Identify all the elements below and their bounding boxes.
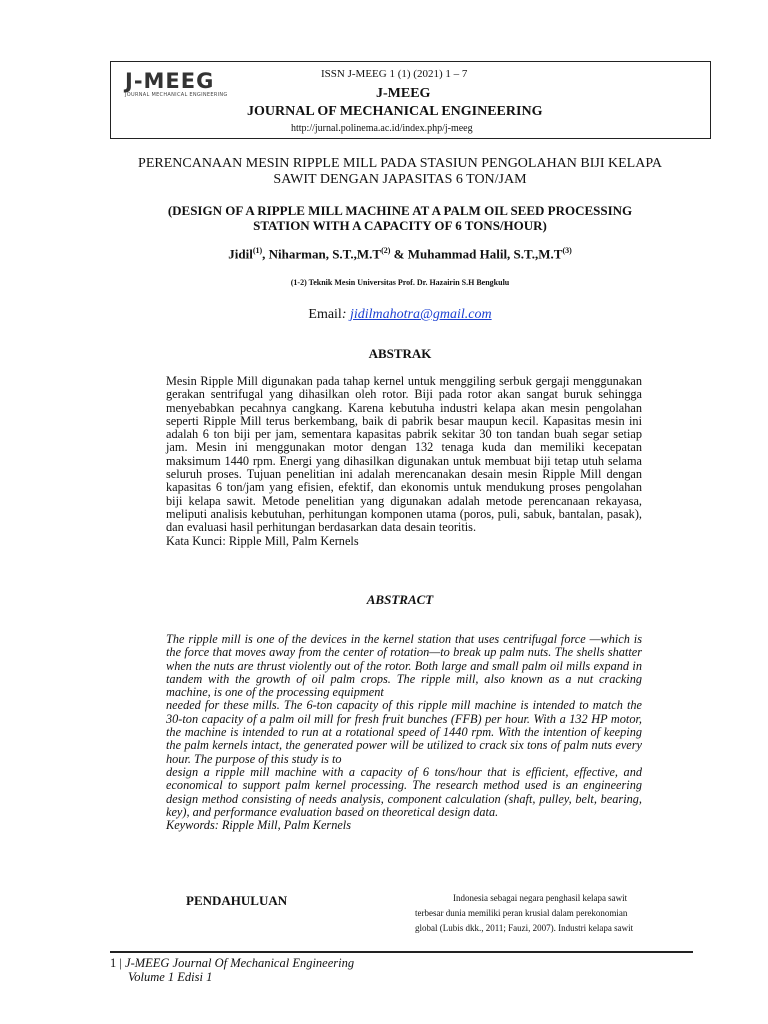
title-en-line-2: STATION WITH A CAPACITY OF 6 TONS/HOUR) [253, 218, 547, 233]
logo-subtext: JOURNAL MECHANICAL ENGINEERING [125, 92, 228, 98]
kata-kunci: Kata Kunci: Ripple Mill, Palm Kernels [166, 533, 359, 548]
journal-header-box [110, 61, 711, 139]
journal-short-title: J-MEEG [376, 86, 431, 101]
author-3: & Muhammad Halil, S.T.,M.T [390, 246, 563, 262]
page-footer [110, 956, 354, 984]
title-en-line-1: (DESIGN OF A RIPPLE MILL MACHINE AT A PALM OIL SEED PROCESSING [167, 203, 633, 218]
affiliation: (1-2) Teknik Mesin Universitas Prof. Dr. Hazairin S.H Bengkulu [290, 278, 510, 287]
intro-line-3: global (Lubis dkk., 2011; Fauzi, 2007). Industri kelapa sawit [415, 923, 634, 933]
introduction-text [415, 891, 695, 936]
logo-text: J-MEEG [125, 69, 215, 93]
paper-title-indonesian [90, 156, 710, 188]
title-id-line-2: SAWIT DENGAN JAPASITAS 6 TON/JAM [273, 172, 527, 187]
footer-page-number: 1 | [110, 956, 126, 970]
journal-logo [125, 70, 233, 96]
abstract-paragraph-1: The ripple mill is one of the devices in the kernel station that uses centrifugal force —which is the force that moves away from the center of rotation—to break up palm nuts. The shells shatter when the nuts are thrust violently out of the rotor. Both large and small palm oil mills expand in tandem with the growth of oil palm crops. The ripple mill, also known as a nut cracking machine, is one of the processing equipment [166, 632, 642, 700]
author-3-affil: (3) [562, 246, 572, 255]
abstract-section [166, 633, 642, 832]
journal-url[interactable]: http://jurnal.polinema.ac.id/index.php/j-meeg [291, 123, 473, 134]
issn-line: ISSN J-MEEG 1 (1) (2021) 1 – 7 [321, 68, 468, 80]
email-line [90, 307, 710, 323]
abstrak-text: Mesin Ripple Mill digunakan pada tahap kernel untuk menggiling serbuk gergaji menggunakan gerakan sentrifugal yang dihasilkan oleh rotor. Biji pada rotor akan sangat buruk sehingga menyebabkan pecahnya cangkang. Karena kebutuha industri kelapa akan mesin pengolahan seperti Ripple Mill terus berkembang, baik di pabrik besar maupun kecil. Kapasitas mesin ini adalah 6 ton biji per jam, sementara kapasitas pabrik sekitar 30 ton tandan buah segar setiap jam. Mesin ini menggunakan motor dengan 132 tenaga kuda dan memiliki kecepatan maksimum 1440 rpm. Energi yang dihasilkan digunakan untuk membuat biji tetap utuh selama seluruh proses. Tujuan penelitian ini adalah merencanakan desain mesin Ripple Mill dengan kapasitas 6 ton/jam yang efisien, efektif, dan ekonomis untuk mendukung proses pengolahan biji kelapa sawit. Metode penelitian yang digunakan adalah metode perencanaan rekayasa, meliputi analisis kebutuhan, perhitungan komponen utama (poros, puli, sabuk, bantalan, pasak), dan evaluasi hasil perhitungan berdasarkan data desain teoritis. [166, 374, 642, 535]
email-label: Email [308, 307, 342, 322]
email-link[interactable]: jidilmahotra@gmail.com [350, 307, 492, 322]
author-2: , Niharman, S.T.,M.T [262, 246, 382, 262]
footer-journal-name: J-MEEG Journal Of Mechanical Engineering [125, 956, 355, 970]
intro-line-1: Indonesia sebagai negara penghasil kelapa sawit [453, 893, 628, 903]
title-id-line-1: PERENCANAAN MESIN RIPPLE MILL PADA STASIUN PENGOLAHAN BIJI KELAPA [138, 156, 662, 171]
pendahuluan-heading: PENDAHULUAN [186, 893, 288, 908]
paper-title-english [90, 203, 710, 233]
abstract-heading: ABSTRACT [366, 592, 434, 607]
footer-volume: Volume 1 Edisi 1 [128, 970, 213, 984]
abstrak-heading: ABSTRAK [368, 346, 432, 361]
author-1-affil: (1) [252, 246, 263, 255]
intro-line-2: terbesar dunia memiliki peran krusial dalam perekonomian [415, 908, 628, 918]
journal-full-title: JOURNAL OF MECHANICAL ENGINEERING [247, 104, 543, 119]
abstract-paragraph-2: needed for these mills. The 6-ton capacity of this ripple mill machine is intended to match the 30-ton capacity of a palm oil mill for fresh fruit bunches (FFB) per hour. With a 132 HP motor, the machine is intended to run at a rotational speed of 1440 rpm. With the intention of keeping the palm kernels intact, the generated power will be utilized to crack six tons of palm nuts every hour. The purpose of this study is to [166, 698, 642, 766]
author-2-affil: (2) [381, 246, 391, 255]
keywords: Keywords: Ripple Mill, Palm Kernels [166, 818, 351, 833]
email-colon: : [341, 307, 350, 322]
footer-divider [110, 951, 693, 953]
abstract-paragraph-3: design a ripple mill machine with a capacity of 6 tons/hour that is efficient, effective, and economical to support palm kernel processing. The research method used is an engineering design method consisting of needs analysis, component calculation (shaft, pulley, belt, bearing, key), and performance evaluation based on theoretical design data. [166, 764, 642, 819]
abstrak-section [166, 375, 642, 548]
author-list [90, 246, 710, 262]
author-1: Jidil [228, 246, 253, 262]
